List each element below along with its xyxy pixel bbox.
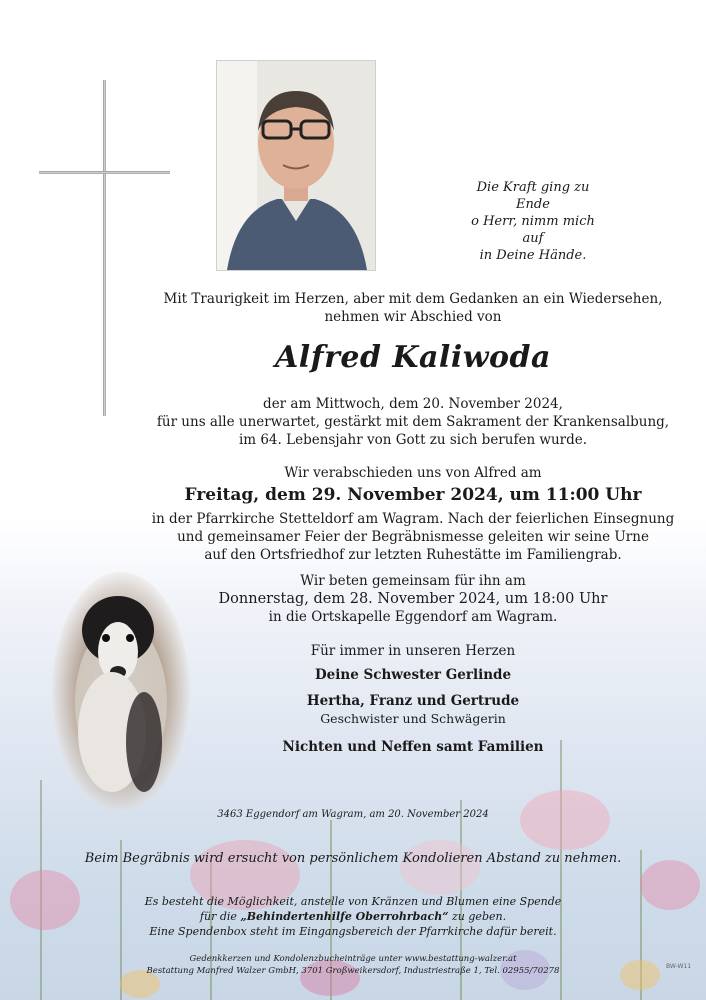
mourner-siblings-note: Geschwister und Schwägerin [320, 711, 506, 726]
poem: Die Kraft ging zu Ende o Herr, nimm mich auf in Deine Hände. [471, 180, 595, 263]
mourner-family: Nichten und Neffen samt Familien [282, 739, 544, 755]
deceased-name: Alfred Kaliwoda [275, 340, 551, 375]
mourner-siblings: Hertha, Franz und Gertrude [306, 693, 520, 709]
intro-text: Mit Traurigkeit im Herzen, aber mit dem Gedanken an ein Wiedersehen, nehmen wir Abschied von [163, 291, 663, 325]
place-date: 3463 Eggendorf am Wagram, am 20. November 2024 [217, 809, 489, 820]
mourner-sister: Deine Schwester Gerlinde [314, 667, 512, 683]
prayer-info: Wir beten gemeinsam für ihn am Donnerstag, dem 28. November 2024, um 18:00 Uhr in die Ortskapelle Eggendorf am Wagram. [218, 573, 608, 625]
funeral-date: Freitag, dem 29. November 2024, um 11:00 Uhr [184, 485, 642, 505]
condolence-note: Beim Begräbnis wird ersucht von persönlichem Kondolieren Abstand zu nehmen. [84, 851, 622, 866]
farewell-intro: Wir verabschieden uns von Alfred am [284, 465, 542, 481]
footer: Gedenkkerzen und Kondolenzbucheinträge unter www.bestattung-walzer.at Bestattung Manfred Walzer GmbH, 3701 Großweikersdorf, Industriestraße 1, Tel. 02955/70278 [146, 954, 560, 976]
cross-icon [103, 80, 106, 416]
death-info: der am Mittwoch, dem 20. November 2024, für uns alle unerwartet, gestärkt mit dem Sakrament der Krankensalbung, im 64. Lebensjahr von Gott zu sich berufen wurde. [156, 396, 670, 448]
donation-info: Es besteht die Möglichkeit, anstelle von Kränzen und Blumen eine Spende für die „Behindertenhilfe Oberrohrbach“ zu geben. Eine Spendenbox steht im Eingangsbereich der Pfarrkirche dafür bereit. [144, 895, 562, 938]
portrait-photo [216, 60, 376, 271]
document-code: BW-W11 [666, 963, 692, 970]
cross-bar [39, 171, 170, 174]
dog-photo [52, 572, 190, 812]
forever-line: Für immer in unseren Herzen [310, 643, 516, 659]
funeral-details: in der Pfarrkirche Stetteldorf am Wagram. Nach der feierlichen Einsegnung und gemeinsamer Feier der Begräbnismesse geleiten wir seine Urne auf den Ortsfriedhof zur letzten Ruhestätte im Familiengrab. [151, 511, 675, 563]
